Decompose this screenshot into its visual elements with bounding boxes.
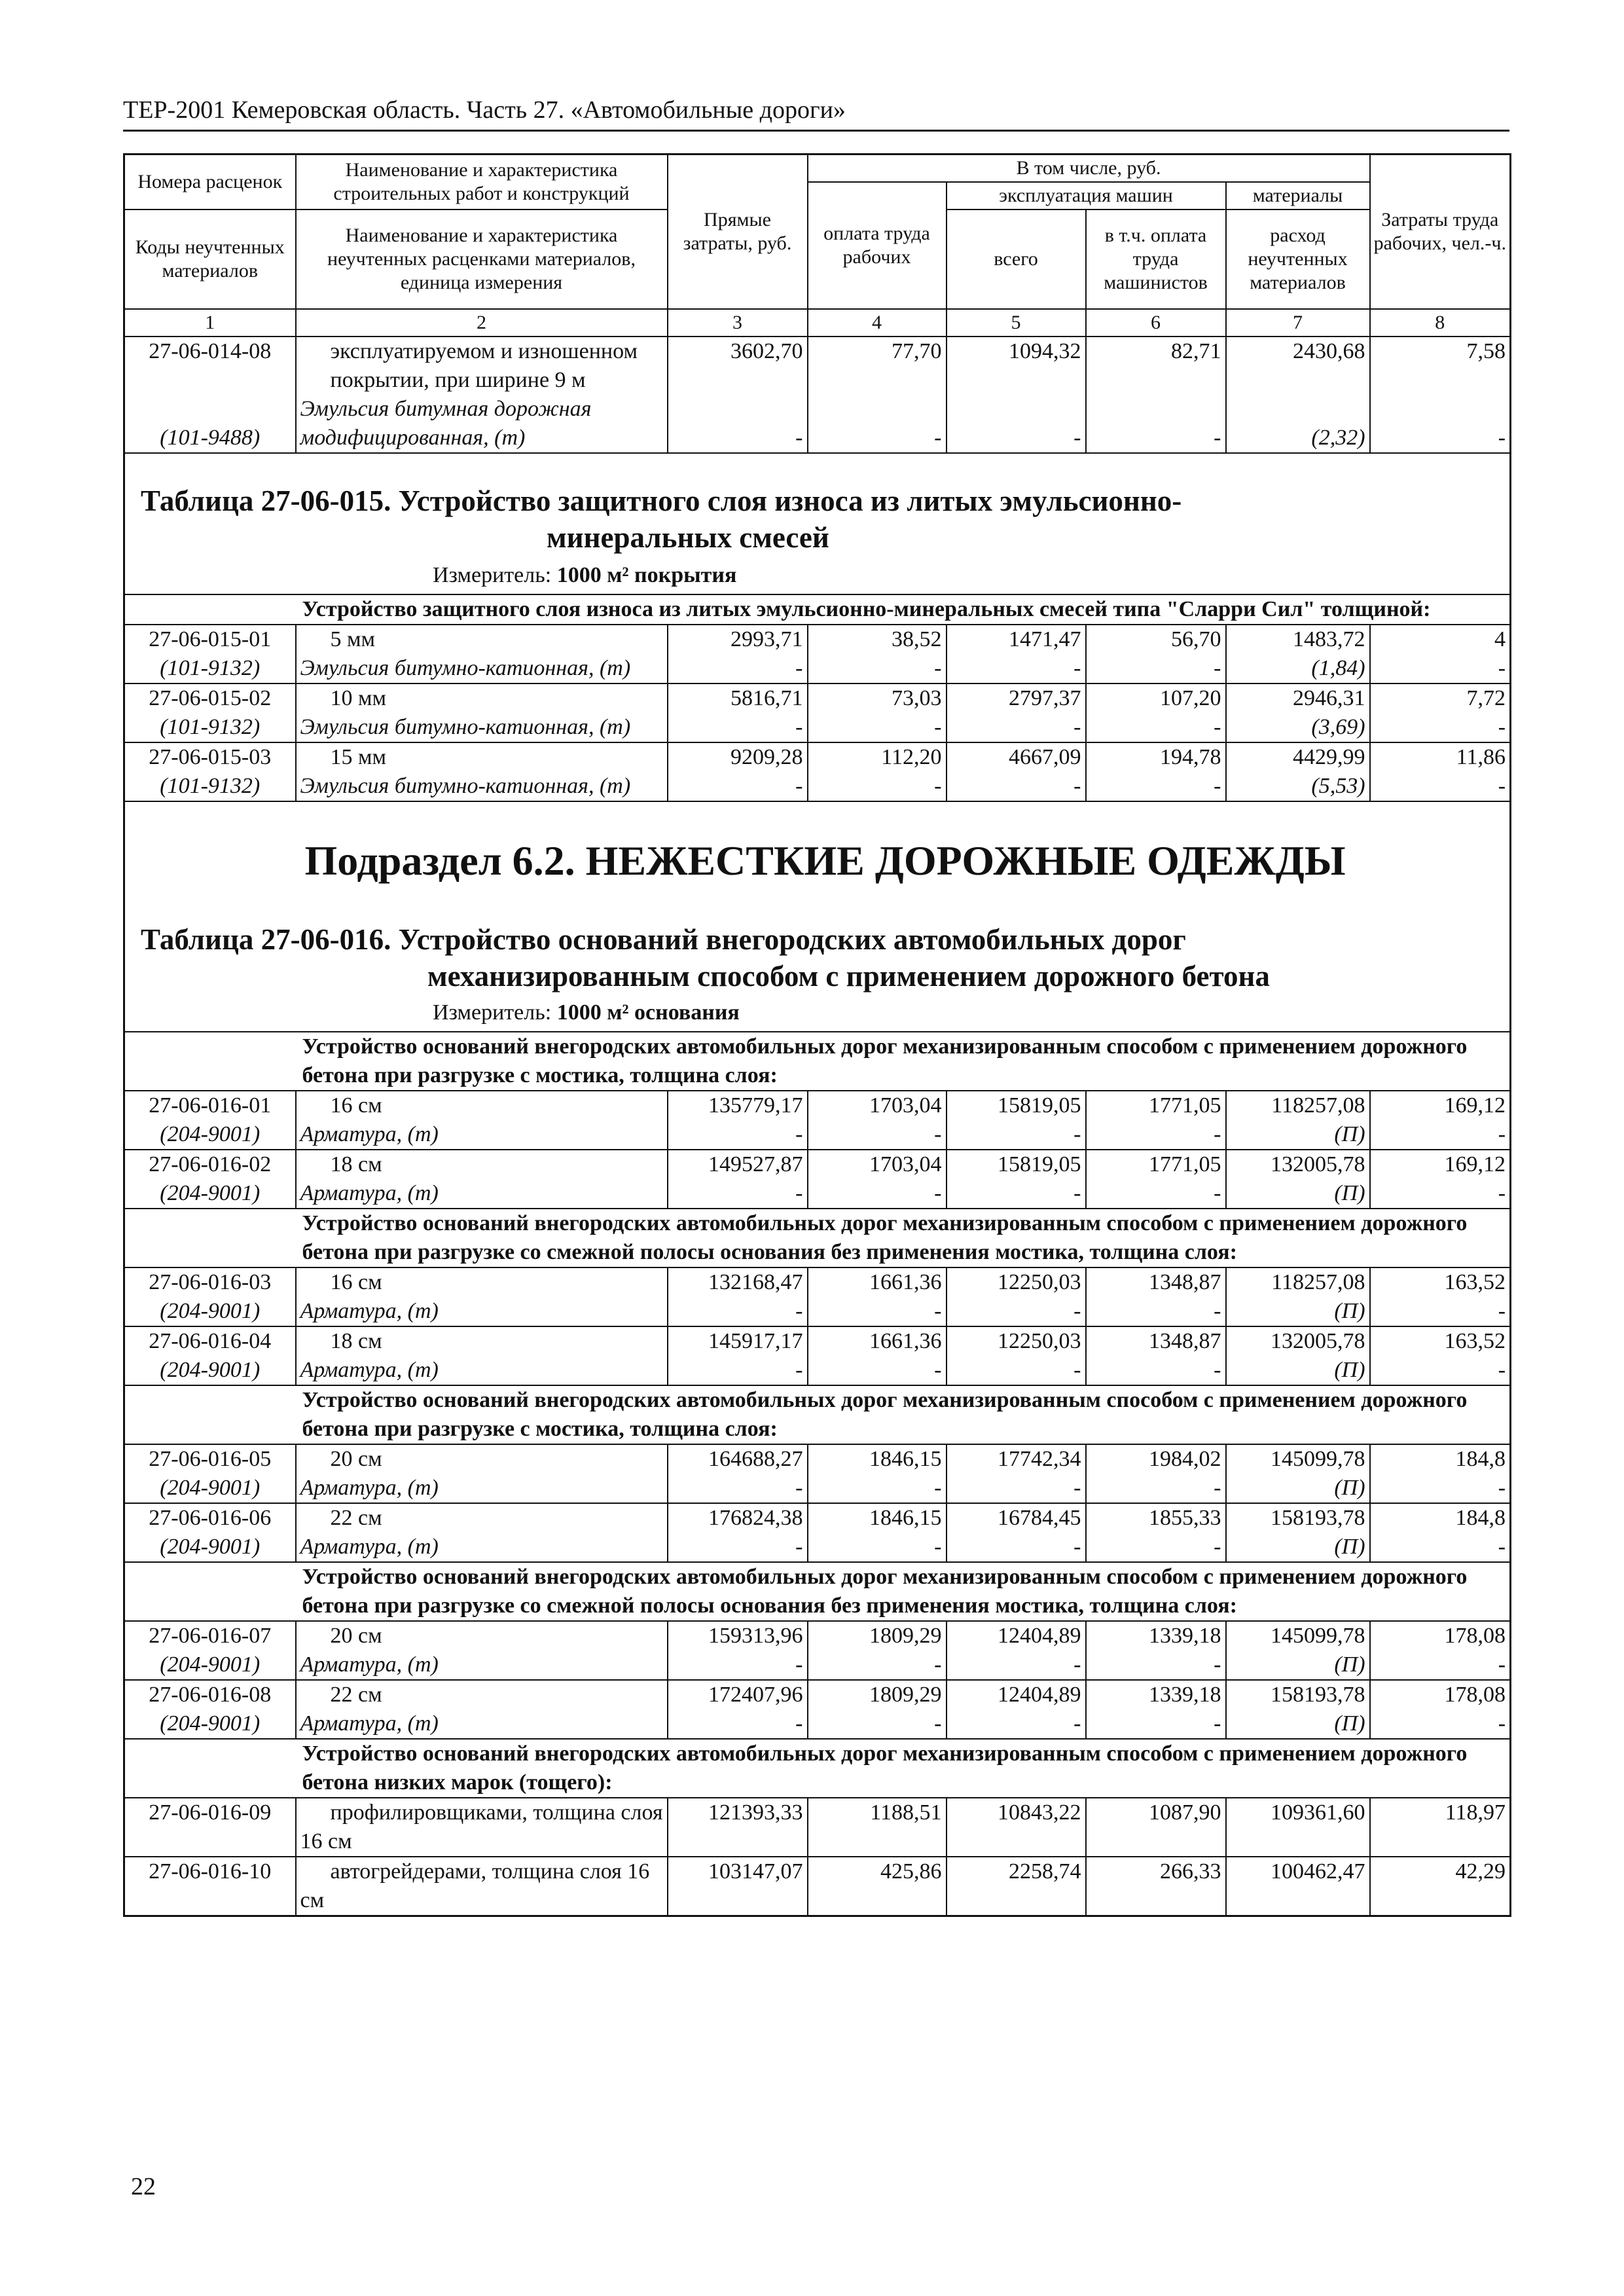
header-rule: [123, 130, 1509, 132]
table-015-title: [124, 453, 1511, 594]
table-row: 27-06-016-05 (204-9001) 20 см Арматура, (т) 164688,27 - 1846,15 - 17742,34 - 1984,02 - 145099,78 (П) 184,8 -: [124, 1444, 1511, 1503]
head-material-consumption: расход неучтенных материалов: [1226, 210, 1370, 309]
rate-code: 27-06-015-01: [149, 627, 272, 651]
material-code: (204-9001): [160, 1122, 261, 1146]
head-machinists-pay: в т.ч. оплата труда машинистов: [1086, 210, 1226, 309]
table-row: 27-06-015-01 (101-9132) 5 мм Эмульсия битумно-катионная, (т) 2993,71 - 38,52 - 1471,47 - 56,70 - 1483,72 (1,84) 4 -: [124, 625, 1511, 683]
subsection-row: [124, 801, 1511, 1032]
group-heading: Устройство оснований внегородских автомобильных дорог механизированным способом с применением дорожного бетона при разгрузке с мостика, толщина слоя:: [296, 1032, 1511, 1091]
col-number: 1: [124, 309, 296, 337]
material-code: (204-9001): [160, 1535, 261, 1559]
material-name: Арматура, (т): [300, 1358, 439, 1382]
machinists-pay: 82,71 -: [1086, 337, 1226, 453]
group-heading: Устройство оснований внегородских автомобильных дорог механизированным способом с применением дорожного бетона низких марок (тощего):: [296, 1739, 1511, 1798]
head-workers-pay: оплата труда рабочих: [808, 182, 947, 309]
material-name: Эмульсия битумно-катионная, (т): [300, 774, 631, 798]
rate-code: 27-06-016-02: [149, 1152, 272, 1176]
rate-name: 18 см: [330, 1329, 382, 1353]
table-016-title-line2: механизированным способом с применением дорожного бетона: [427, 960, 1270, 993]
table-row: 27-06-016-10 автогрейдерами, толщина слоя 16 см 103147,07 425,86 2258,74 266,33 100462,47 42,29: [124, 1857, 1511, 1916]
rate-code: 27-06-016-03: [149, 1270, 272, 1294]
head-work-name: Наименование и характеристика строительных работ и конструкций: [296, 155, 668, 210]
col-number: 2: [296, 309, 668, 337]
material-name: Эмульсия битумно-катионная, (т): [300, 656, 631, 680]
rate-name: 22 см: [330, 1506, 382, 1530]
table-015-title-line2: минеральных смесей: [547, 521, 829, 554]
subsection-title: Подраздел 6.2. НЕЖЕСТКИЕ ДОРОЖНЫЕ ОДЕЖДЫ: [304, 837, 1346, 884]
col-number: 3: [668, 309, 808, 337]
rate-code: 27-06-016-01: [149, 1093, 272, 1118]
head-direct-costs: Прямые затраты, руб.: [668, 155, 808, 310]
material-name: Арматура, (т): [300, 1711, 439, 1736]
group-heading: Устройство оснований внегородских автомобильных дорог механизированным способом с применением дорожного бетона при разгрузке с мостика, толщина слоя:: [296, 1385, 1511, 1444]
material-name: Арматура, (т): [300, 1535, 439, 1559]
material-code: (204-9001): [160, 1711, 261, 1736]
machines-total: 1094,32 -: [947, 337, 1086, 453]
table-row: 27-06-016-03 (204-9001) 16 см Арматура, (т) 132168,47 - 1661,36 - 12250,03 - 1348,87 - 118257,08 (П) 163,52 -: [124, 1267, 1511, 1326]
head-material-name: Наименование и характеристика неучтенных расценками материалов, единица измерения: [296, 210, 668, 309]
rate-name: профилировщиками, толщина слоя 16 см: [300, 1800, 663, 1853]
rate-code: 27-06-014-08 (101-9488): [124, 337, 296, 453]
material-name: Арматура, (т): [300, 1299, 439, 1323]
table-row: [124, 337, 1511, 453]
rate-name: 20 см: [330, 1447, 382, 1471]
material-code: (101-9132): [160, 715, 261, 739]
rate-code: 27-06-016-10: [149, 1859, 272, 1884]
material-code: (204-9001): [160, 1299, 261, 1323]
material-code: (204-9001): [160, 1652, 261, 1677]
rate-name: 15 мм: [330, 745, 387, 769]
material-code: (101-9132): [160, 656, 261, 680]
group-heading: Устройство оснований внегородских автомобильных дорог механизированным способом с применением дорожного бетона при разгрузке со смежной полосы основания без применения мостика, толщина слоя:: [296, 1209, 1511, 1267]
rate-code: 27-06-016-09: [149, 1800, 272, 1825]
head-machine-operation: эксплуатация машин: [947, 182, 1226, 210]
rate-name: эксплуатируемом и изношенном покрытии, при ширине 9 м Эмульсия битумная дорожная модифицированная, (т): [296, 337, 668, 453]
rate-code: 27-06-015-03: [149, 745, 272, 769]
table-title-row: [124, 453, 1511, 594]
material-name: Арматура, (т): [300, 1652, 439, 1677]
col-number: 6: [1086, 309, 1226, 337]
rate-name: 5 мм: [330, 627, 376, 651]
labor-costs: 7,58 -: [1370, 337, 1511, 453]
table-row: 27-06-015-02 (101-9132) 10 мм Эмульсия битумно-катионная, (т) 5816,71 - 73,03 - 2797,37 - 107,20 - 2946,31 (3,69) 7,72 -: [124, 683, 1511, 742]
head-material-codes: Коды неучтенных материалов: [124, 210, 296, 309]
table-016-title-line1: Таблица 27-06-016. Устройство оснований внегородских автомобильных дорог: [141, 923, 1186, 956]
page-number: 22: [131, 2173, 156, 2200]
rate-name: 16 см: [330, 1093, 382, 1118]
col-number: 5: [947, 309, 1086, 337]
table-016-measure: Измеритель: 1000 м² основания: [433, 1000, 740, 1025]
head-including: В том числе, руб.: [808, 155, 1370, 183]
head-rate-numbers: Номера расценок: [124, 155, 296, 210]
material-code: (204-9001): [160, 1358, 261, 1382]
rate-code: 27-06-016-08: [149, 1683, 272, 1707]
head-labor-costs: Затраты труда рабочих, чел.-ч.: [1370, 155, 1511, 310]
direct-costs: 3602,70 -: [668, 337, 808, 453]
rate-name: 22 см: [330, 1683, 382, 1707]
material-name: Арматура, (т): [300, 1181, 439, 1205]
group-heading: Устройство оснований внегородских автомобильных дорог механизированным способом с применением дорожного бетона при разгрузке со смежной полосы основания без применения мостика, толщина слоя:: [296, 1562, 1511, 1621]
col-number: 4: [808, 309, 947, 337]
head-total: всего: [947, 210, 1086, 309]
rate-name: 20 см: [330, 1624, 382, 1648]
table-row: 27-06-016-07 (204-9001) 20 см Арматура, (т) 159313,96 - 1809,29 - 12404,89 - 1339,18 - 145099,78 (П) 178,08 -: [124, 1621, 1511, 1680]
material-code: (204-9001): [160, 1476, 261, 1500]
rate-name: 10 мм: [330, 686, 387, 710]
table-row: 27-06-016-08 (204-9001) 22 см Арматура, (т) 172407,96 - 1809,29 - 12404,89 - 1339,18 - 158193,78 (П) 178,08 -: [124, 1680, 1511, 1739]
rate-code: 27-06-016-06: [149, 1506, 272, 1530]
table-row: 27-06-016-06 (204-9001) 22 см Арматура, (т) 176824,38 - 1846,15 - 16784,45 - 1855,33 - 158193,78 (П) 184,8 -: [124, 1503, 1511, 1562]
col-number: 8: [1370, 309, 1511, 337]
rate-name: 16 см: [330, 1270, 382, 1294]
rate-code: 27-06-016-05: [149, 1447, 272, 1471]
group-heading: Устройство защитного слоя износа из литых эмульсионно-минеральных смесей типа "Сларри Сил" толщиной:: [296, 594, 1511, 625]
running-header: ТЕР-2001 Кемеровская область. Часть 27. «Автомобильные дороги»: [123, 96, 846, 124]
head-materials: материалы: [1226, 182, 1370, 210]
table-header: [124, 155, 1511, 337]
rate-code: 27-06-015-02: [149, 686, 272, 710]
table-row: 27-06-016-01 (204-9001) 16 см Арматура, (т) 135779,17 - 1703,04 - 15819,05 - 1771,05 - 118257,08 (П) 169,12 -: [124, 1091, 1511, 1150]
rates-table: [123, 153, 1511, 1917]
material-name: Эмульсия битумно-катионная, (т): [300, 715, 631, 739]
table-row: 27-06-016-09 профилировщиками, толщина слоя 16 см 121393,33 1188,51 10843,22 1087,90 109361,60 118,97: [124, 1798, 1511, 1857]
material-name: Арматура, (т): [300, 1122, 439, 1146]
table-row: 27-06-015-03 (101-9132) 15 мм Эмульсия битумно-катионная, (т) 9209,28 - 112,20 - 4667,09 - 194,78 - 4429,99 (5,53) 11,86 -: [124, 742, 1511, 801]
col-number: 7: [1226, 309, 1370, 337]
rate-name: автогрейдерами, толщина слоя 16 см: [300, 1859, 650, 1912]
table-015-measure: Измеритель: 1000 м² покрытия: [433, 563, 737, 587]
rate-code: 27-06-016-04: [149, 1329, 272, 1353]
material-code: (204-9001): [160, 1181, 261, 1205]
rate-code: 27-06-016-07: [149, 1624, 272, 1648]
materials: 2430,68 (2,32): [1226, 337, 1370, 453]
table-015-title-line1: Таблица 27-06-015. Устройство защитного слоя износа из литых эмульсионно-: [141, 484, 1182, 517]
table-row: 27-06-016-04 (204-9001) 18 см Арматура, (т) 145917,17 - 1661,36 - 12250,03 - 1348,87 - 132005,78 (П) 163,52 -: [124, 1326, 1511, 1385]
workers-pay: 77,70 -: [808, 337, 947, 453]
material-name: Арматура, (т): [300, 1476, 439, 1500]
rate-name: 18 см: [330, 1152, 382, 1176]
table-row: 27-06-016-02 (204-9001) 18 см Арматура, (т) 149527,87 - 1703,04 - 15819,05 - 1771,05 - 132005,78 (П) 169,12 -: [124, 1150, 1511, 1209]
material-code: (101-9132): [160, 774, 261, 798]
